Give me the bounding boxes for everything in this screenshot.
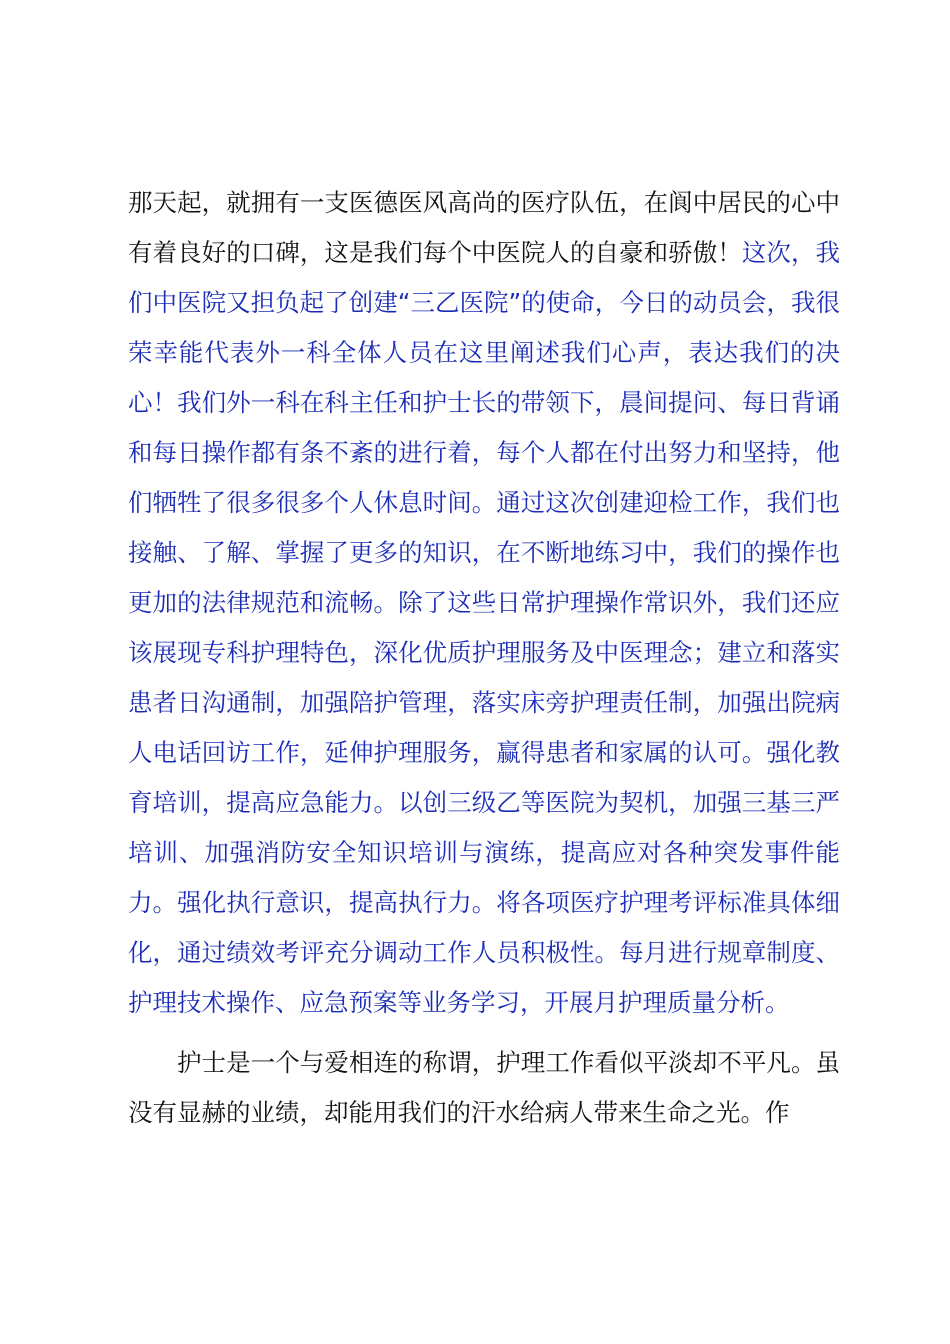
paragraph-1-plain-text: 那天起，就拥有一支医德医风高尚的医疗队伍，在阆中居民的心中有着良好的口碑，这是我们每个中医院人的自豪和骄傲！ <box>128 188 840 267</box>
paragraph-2 <box>128 1038 840 1138</box>
paragraph-1-highlighted-text: 这次，我们中医院又担负起了创建“三乙医院”的使命，今日的动员会，我很荣幸能代表外一科全体人员在这里阐述我们心声，表达我们的决心！我们外一科在科主任和护士长的带领下，晨间提问、每日背诵和每日操作都有条不紊的进行着，每个人都在付出努力和坚持，他们牺牲了很多很多个人休息时间。通过这次创建迎检工作，我们也接触、了解、掌握了更多的知识，在不断地练习中，我们的操作也更加的法律规范和流畅。除了这些日常护理操作常识外，我们还应该展现专科护理特色，深化优质护理服务及中医理念；建立和落实患者日沟通制，加强陪护管理，落实床旁护理责任制，加强出院病人电话回访工作，延伸护理服务，赢得患者和家属的认可。强化教育培训，提高应急能力。以创三级乙等医院为契机，加强三基三严培训、加强消防安全知识培训与演练，提高应对各种突发事件能力。强化执行意识，提高执行力。将各项医疗护理考评标准具体细化，通过绩效考评充分调动工作人员积极性。每月进行规章制度、护理技术操作、应急预案等业务学习，开展月护理质量分析。 <box>128 238 841 1017</box>
paragraph-1 <box>128 178 840 1028</box>
document-page <box>128 178 840 1138</box>
paragraph-2-text: 护士是一个与爱相连的称谓，护理工作看似平淡却不平凡。虽没有显赫的业绩，却能用我们的汗水给病人带来生命之光。作 <box>128 1048 840 1127</box>
